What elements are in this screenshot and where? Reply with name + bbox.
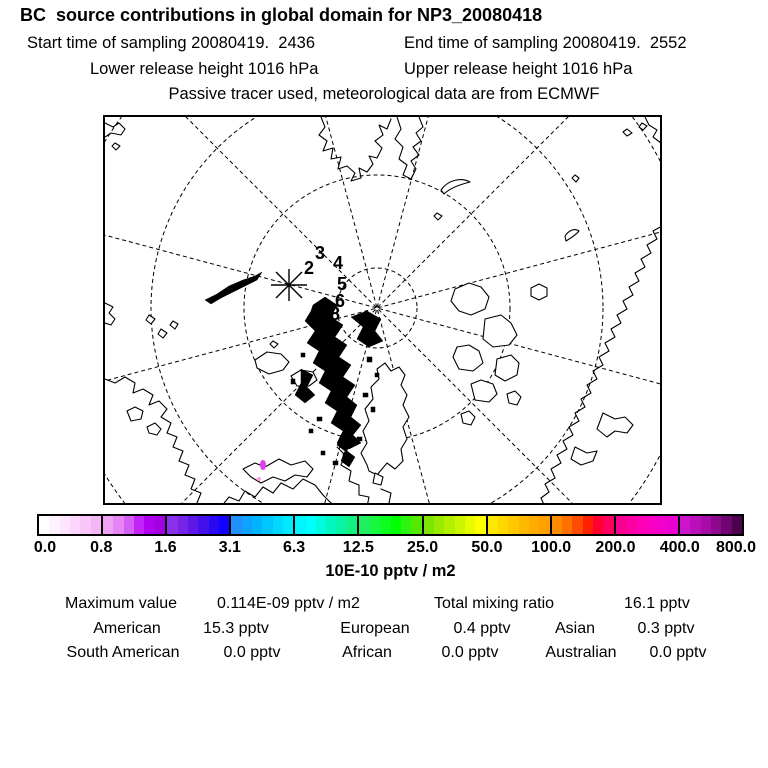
figure-title: BC source contributions in global domain for NP3_20080418 bbox=[20, 5, 543, 25]
colorbar-tick: 6.3 bbox=[282, 539, 306, 556]
colorbar bbox=[37, 514, 744, 536]
colorbar-segment bbox=[422, 516, 486, 534]
start-time-text: Start time of sampling 20080419. 2436 bbox=[27, 34, 316, 52]
station-star-marker bbox=[271, 269, 307, 301]
colorbar-tick: 3.1 bbox=[218, 539, 241, 556]
colorbar-segment bbox=[293, 516, 357, 534]
colorbar-tick: 0.8 bbox=[90, 539, 113, 556]
colorbar-tick: 50.0 bbox=[471, 539, 503, 556]
colorbar-segment bbox=[229, 516, 293, 534]
track-marker-2: 2 bbox=[303, 258, 315, 278]
region-name: American bbox=[93, 620, 161, 637]
colorbar-tick: 100.0 bbox=[531, 539, 572, 556]
track-marker-3: 3 bbox=[314, 243, 326, 263]
region-name: South American bbox=[66, 644, 180, 661]
colorbar-tick: 1.6 bbox=[154, 539, 177, 556]
colorbar-tick: 800.0 bbox=[715, 539, 757, 556]
lower-release-text: Lower release height 1016 hPa bbox=[90, 60, 319, 78]
polar-map-graphic bbox=[105, 117, 660, 503]
colorbar-tick: 12.5 bbox=[342, 539, 374, 556]
region-name: Asian bbox=[554, 620, 596, 637]
track-marker-8: 8 bbox=[329, 304, 341, 324]
region-name: Australian bbox=[545, 644, 617, 661]
track-marker-4: 4 bbox=[332, 253, 344, 273]
colorbar-segment bbox=[550, 516, 614, 534]
colorbar-segment bbox=[39, 516, 101, 534]
polar-map-panel bbox=[103, 115, 662, 505]
colorbar-segment bbox=[614, 516, 678, 534]
maximum-value: 0.114E-09 pptv / m2 bbox=[217, 595, 360, 612]
upper-release-text: Upper release height 1016 hPa bbox=[404, 60, 633, 78]
track-marker-6: 6 bbox=[334, 291, 346, 311]
colorbar-tick: 200.0 bbox=[595, 539, 636, 556]
end-time-text: End time of sampling 20080419. 2552 bbox=[404, 34, 687, 52]
colorbar-tick: 400.0 bbox=[659, 539, 700, 556]
track-marker-5: 5 bbox=[336, 274, 348, 294]
tracer-info-text: Passive tracer used, meteorological data are from ECMWF bbox=[168, 85, 600, 103]
highlight-cell bbox=[257, 477, 261, 481]
colorbar-segment bbox=[101, 516, 165, 534]
colorbar-segment bbox=[357, 516, 421, 534]
colorbar-unit-label: 10E-10 pptv / m2 bbox=[325, 562, 456, 580]
region-value: 0.0 pptv bbox=[649, 644, 707, 661]
total-mixing-ratio-value: 16.1 pptv bbox=[624, 595, 690, 612]
region-value: 0.4 pptv bbox=[453, 620, 511, 637]
region-value: 0.0 pptv bbox=[441, 644, 499, 661]
colorbar-segment bbox=[165, 516, 229, 534]
region-name: European bbox=[340, 620, 410, 637]
region-value: 0.0 pptv bbox=[223, 644, 281, 661]
region-value: 15.3 pptv bbox=[203, 620, 269, 637]
colorbar-segment bbox=[678, 516, 742, 534]
total-mixing-ratio-label: Total mixing ratio bbox=[434, 595, 555, 612]
region-name: African bbox=[342, 644, 392, 661]
highlight-cell bbox=[260, 460, 266, 470]
maximum-value-label: Maximum value bbox=[65, 595, 178, 612]
colorbar-segment bbox=[486, 516, 550, 534]
colorbar-ticks bbox=[33, 539, 757, 559]
region-value: 0.3 pptv bbox=[637, 620, 695, 637]
colorbar-tick: 25.0 bbox=[407, 539, 439, 556]
colorbar-tick: 0.0 bbox=[33, 539, 57, 556]
